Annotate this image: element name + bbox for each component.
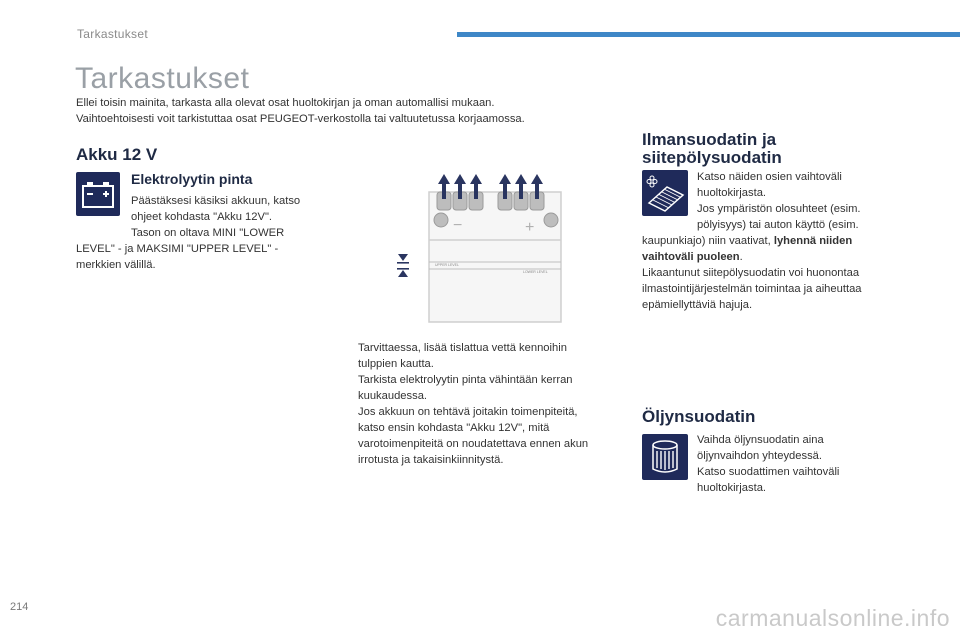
battery-note-7: varotoimenpiteitä on noudatettava ennen akun: [358, 438, 589, 450]
air-filter-text-top: [697, 169, 897, 233]
air-filter-icon: [642, 170, 688, 216]
air-filter-line-5: kaupunkiajo) niin vaativat, lyhennä niiden: [642, 235, 853, 247]
battery-note-2: tulppien kautta.: [358, 358, 434, 370]
air-filter-heading: [642, 131, 782, 167]
page-title: Tarkastukset: [75, 62, 250, 95]
battery-icon: [76, 172, 120, 216]
battery-note-8: irrotusta ja takaisinkiinnitystä.: [358, 454, 504, 466]
air-filter-line-8: ilmastointijärjestelmän toimintaa ja aiheuttaa: [642, 283, 862, 295]
header-bar: [457, 32, 960, 37]
air-filter-line-7: Likaantunut siitepölysuodatin voi huonontaa: [642, 267, 860, 279]
electrolyte-line-2: ohjeet kohdasta "Akku 12V".: [131, 211, 273, 223]
intro-line-1: Ellei toisin mainita, tarkasta alla olevat osat huoltokirjan ja oman automallisi mukaan.: [76, 97, 495, 109]
electrolyte-line-1: Päästäksesi käsiksi akkuun, katso: [131, 195, 301, 207]
plus-terminal: +: [525, 219, 535, 236]
battery-note-3: Tarkista elektrolyytin pinta vähintään kerran: [358, 374, 573, 386]
oil-filter-line-3: Katso suodattimen vaihtoväli: [697, 466, 840, 478]
air-filter-line-1: Katso näiden osien vaihtoväli: [697, 171, 842, 183]
upper-level-label: UPPER LEVEL: [435, 263, 459, 267]
electrolyte-heading: Elektrolyytin pinta: [131, 171, 253, 187]
air-filter-line-9: epämiellyttäviä hajuja.: [642, 299, 753, 311]
battery-note-4: kuukaudessa.: [358, 390, 428, 402]
watermark: carmanualsonline.info: [715, 605, 950, 631]
air-filter-line-4: pölyisyys) tai auton käyttö (esim.: [697, 219, 859, 231]
page-number: 214: [10, 601, 29, 613]
electrolyte-line-4: LEVEL" - ja MAKSIMI "UPPER LEVEL" -: [76, 243, 279, 255]
oil-filter-icon: [642, 434, 688, 480]
battery-notes: [358, 340, 628, 468]
battery-level-diagram: [395, 172, 575, 332]
battery-note-6: katso ensin kohdasta "Akku 12V", mitä: [358, 422, 550, 434]
intro-text: [76, 95, 616, 127]
battery-heading: Akku 12 V: [76, 145, 158, 164]
oil-filter-line-2: öljynvaihdon yhteydessä.: [697, 450, 823, 462]
oil-filter-line-4: huoltokirjasta.: [697, 482, 767, 494]
intro-line-2: Vaihtoehtoisesti voit tarkistuttaa osat PEUGEOT-verkostolla tai valtuutetussa korjaamossa.: [76, 113, 525, 125]
battery-note-1: Tarvittaessa, lisää tislattua vettä kennoihin: [358, 342, 567, 354]
air-filter-heading-line-1: Ilmansuodatin ja: [642, 130, 777, 149]
battery-note-5: Jos akkuun on tehtävä joitakin toimenpiteitä,: [358, 406, 578, 418]
air-filter-text-bottom: [642, 233, 912, 313]
oil-filter-heading: Öljynsuodatin: [642, 407, 756, 426]
air-filter-heading-line-2: siitepölysuodatin: [642, 148, 782, 167]
minus-terminal: −: [453, 217, 463, 234]
air-filter-line-2: huoltokirjasta.: [697, 187, 767, 199]
electrolyte-line-3: Tason on oltava MINI "LOWER: [131, 227, 285, 239]
electrolyte-text-top: [131, 193, 331, 241]
oil-filter-line-1: Vaihda öljynsuodatin aina: [697, 434, 824, 446]
electrolyte-line-5: merkkien välillä.: [76, 259, 156, 271]
air-filter-line-3: Jos ympäristön olosuhteet (esim.: [697, 203, 861, 215]
air-filter-line-6: vaihtoväli puoleen.: [642, 251, 743, 263]
running-header: Tarkastukset: [77, 27, 148, 41]
oil-filter-text: [697, 432, 897, 496]
electrolyte-text-bottom: [76, 241, 336, 273]
lower-level-label: LOWER LEVEL: [523, 270, 548, 274]
